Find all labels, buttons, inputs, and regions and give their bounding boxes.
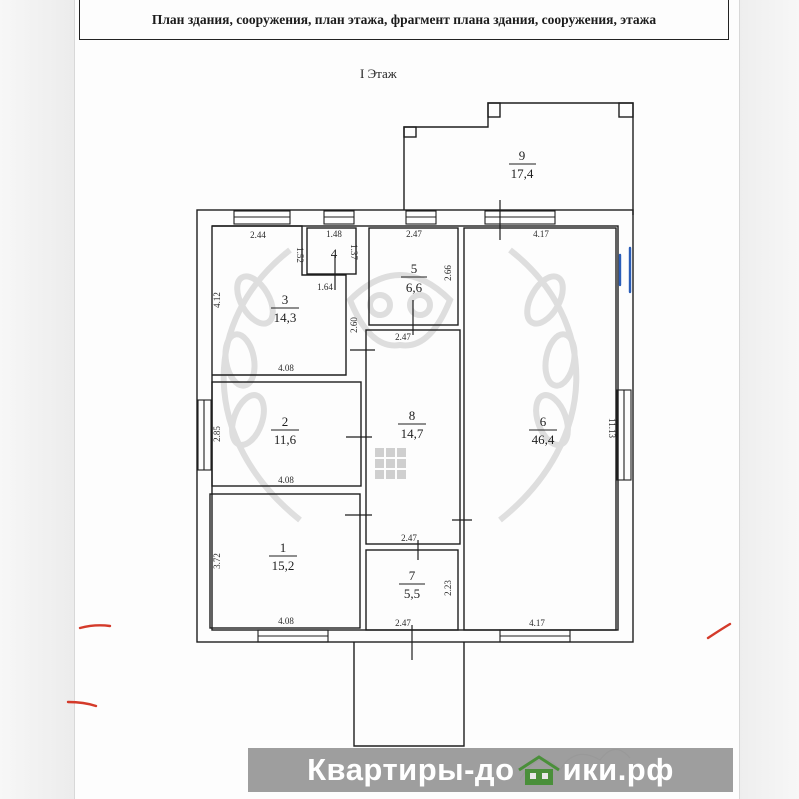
dim-r4-top: 1.48 [326, 229, 342, 239]
room-8-number: 8 [408, 408, 416, 423]
banner-text-left: Квартиры-до [307, 752, 515, 787]
dim-r5-top: 2.47 [406, 229, 422, 239]
dim-r2-bottom: 4.08 [278, 475, 294, 485]
dim-r6-right: 11.13 [607, 418, 617, 438]
dim-r3-bottom: 4.08 [278, 363, 294, 373]
room-6-number: 6 [539, 414, 547, 429]
room-3-number: 3 [281, 292, 289, 307]
room-6-area: 46,4 [531, 432, 555, 447]
banner-text-right: ики.рф [562, 752, 674, 787]
room-8-area: 14,7 [400, 426, 424, 441]
dim-r6-bottom: 4.17 [529, 618, 545, 628]
dim-r7-right: 2.23 [443, 580, 453, 596]
dim-r8-left: 2.60 [349, 317, 359, 333]
watermark-emblem [222, 250, 579, 520]
room-2-area: 11,6 [273, 432, 297, 447]
front-porch-outline [354, 642, 464, 746]
dim-r1-bottom: 4.08 [278, 616, 294, 626]
dim-r7-bottom: 2.47 [395, 618, 411, 628]
dim-r6-top: 4.17 [533, 229, 549, 239]
watermark-banner [248, 748, 733, 792]
dim-r2-left: 2.85 [212, 426, 222, 442]
room-5-area: 6,6 [405, 280, 423, 295]
room-9-area: 17,4 [510, 166, 534, 181]
room-3-area: 14,3 [273, 310, 297, 325]
room-9-number: 9 [518, 148, 526, 163]
room-3-outline [212, 226, 346, 375]
dim-r1-left: 3.72 [212, 553, 222, 569]
dim-r4-bottom: 1.64 [317, 282, 333, 292]
dim-r3-top: 2.44 [250, 230, 266, 240]
room-1-area: 15,2 [271, 558, 295, 573]
dim-r8-bottom: 2.47 [401, 533, 417, 543]
dim-r3-left: 4.12 [212, 292, 222, 308]
house-icon [516, 754, 562, 786]
dim-r3-side: 1.52 [295, 247, 305, 263]
dim-r5-right: 2.66 [443, 265, 453, 281]
room-5-number: 5 [410, 261, 418, 276]
floor-label: I Этаж [360, 66, 397, 81]
watermark-grid-logo [375, 448, 406, 479]
dim-r8-top: 2.47 [395, 332, 411, 342]
room-7-area: 5,5 [403, 586, 421, 601]
room-7-number: 7 [408, 568, 416, 583]
room-2-number: 2 [281, 414, 289, 429]
document-title: План здания, сооружения, план этажа, фрагмент плана здания, сооружения, этажа [151, 12, 657, 27]
room-1-number: 1 [279, 540, 287, 555]
room-4-number: 4 [330, 246, 338, 261]
dim-r4-right: 1.37 [349, 244, 359, 260]
